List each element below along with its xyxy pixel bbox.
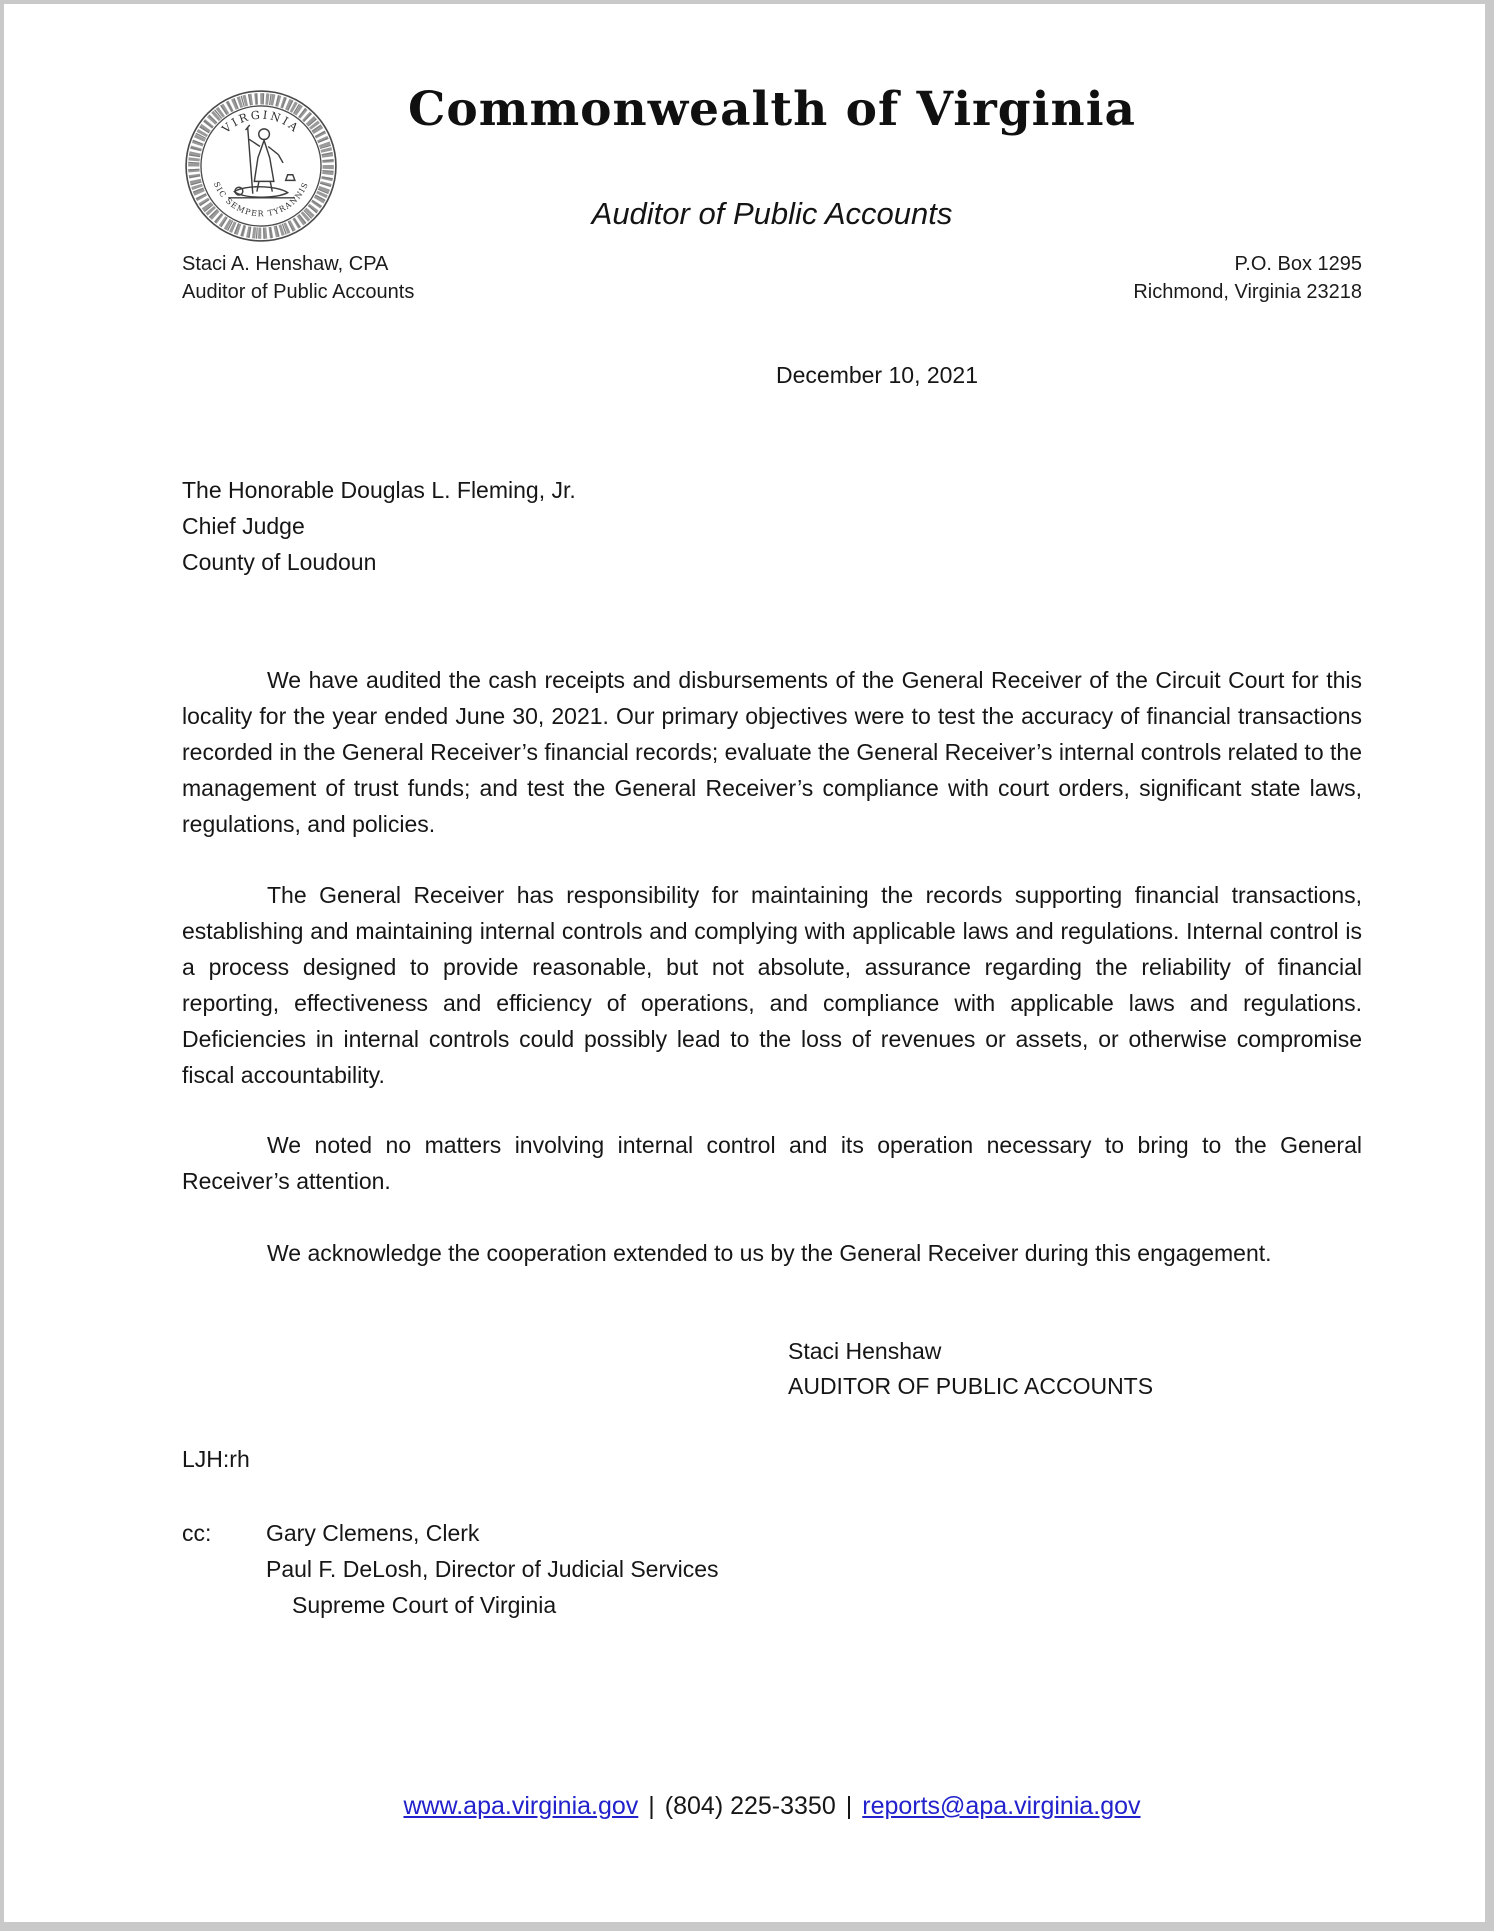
letter-body — [182, 472, 1362, 1623]
seal-top-text: VIRGINIA — [219, 108, 303, 136]
page-subtitle: Auditor of Public Accounts — [591, 196, 953, 231]
auditor-name: Staci A. Henshaw, CPA — [182, 253, 389, 275]
cc-block — [182, 1515, 1362, 1623]
recipient-name: The Honorable Douglas L. Fleming, Jr. — [182, 477, 576, 503]
signature-title: AUDITOR OF PUBLIC ACCOUNTS — [788, 1373, 1154, 1399]
email-link[interactable]: reports@apa.virginia.gov — [862, 1792, 1141, 1820]
address-po-box: P.O. Box 1295 — [1234, 253, 1362, 275]
footer-separator: | — [648, 1792, 655, 1820]
cc-entry: Supreme Court of Virginia — [292, 1592, 557, 1618]
paragraph-audit-scope: We have audited the cash receipts and disbursements of the General Receiver of the Circuit Court for this locality for the year ended June 30, 2021. Our primary objectives were to test the accuracy of financial transactions recorded in the General Receiver’s financial records; evaluate the General Receiver’s internal controls related to the management of trust funds; and test the General Receiver’s compliance with court orders, significant state laws, regulations, and policies. — [182, 667, 1362, 837]
phone-number: (804) 225-3350 — [664, 1792, 836, 1820]
footer — [182, 1792, 1362, 1821]
cc-entry: Paul F. DeLosh, Director of Judicial Services — [266, 1556, 719, 1582]
signature-block — [788, 1334, 1362, 1404]
recipient-title: Chief Judge — [182, 513, 305, 539]
cc-entry: Gary Clemens, Clerk — [266, 1520, 480, 1546]
reference-initials: LJH:rh — [182, 1446, 250, 1472]
page-title: Commonwealth of Virginia — [407, 82, 1137, 137]
auditor-role: Auditor of Public Accounts — [182, 281, 415, 303]
letter-date: December 10, 2021 — [776, 362, 979, 388]
office-address-block — [182, 250, 1362, 306]
paragraph-no-matters: We noted no matters involving internal control and its operation necessary to bring to the General Receiver’s attention. — [182, 1132, 1362, 1194]
recipient-locality: County of Loudoun — [182, 549, 377, 575]
paragraph-responsibility: The General Receiver has responsibility for maintaining the records supporting financial transactions, establishing and maintaining internal controls and complying with applicable laws and regulations. Internal control is a process designed to provide reasonable, but not absolute, assurance regarding the reliability of financial reporting, effectiveness and efficiency of operations, and compliance with applicable laws and regulations. Deficiencies in internal controls could possibly lead to the loss of revenues or assets, or otherwise compromise fiscal accountability. — [182, 882, 1362, 1088]
address-city: Richmond, Virginia 23218 — [1133, 281, 1362, 303]
recipient-block — [182, 472, 1362, 580]
footer-separator: | — [845, 1792, 853, 1820]
seal-bottom-text: SIC SEMPER TYRANNIS — [211, 180, 311, 219]
signature-name: Staci Henshaw — [788, 1338, 942, 1364]
cc-label: cc: — [182, 1520, 212, 1546]
paragraph-acknowledgement: We acknowledge the cooperation extended to us by the General Receiver during this engagement. — [267, 1240, 1272, 1266]
website-link[interactable]: www.apa.virginia.gov — [403, 1792, 639, 1820]
